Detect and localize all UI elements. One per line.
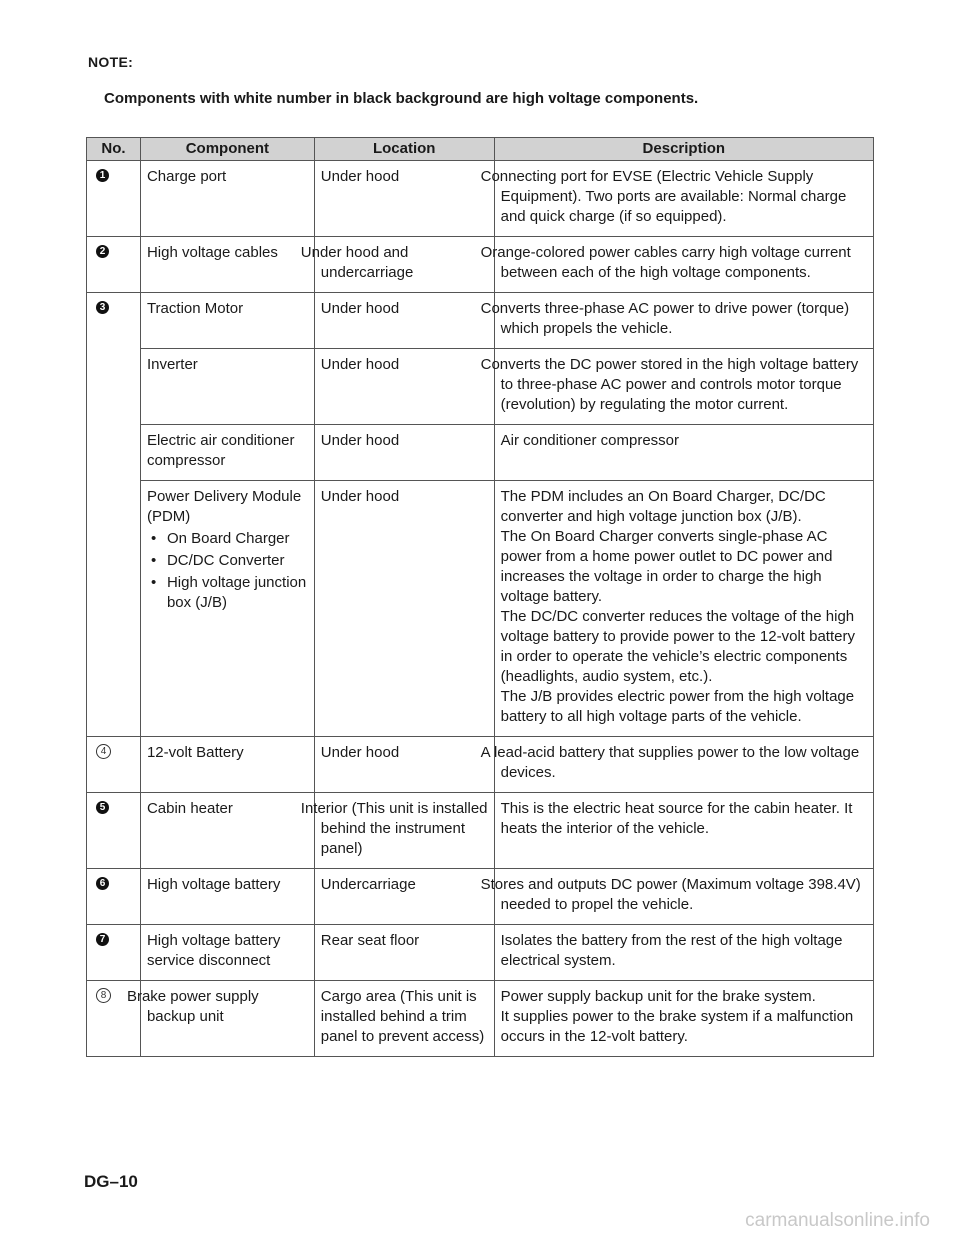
table-row (87, 161, 874, 237)
row-number (87, 237, 141, 293)
description-cell: Stores and outputs DC power (Maximum voltage 398.4V) needed to propel the vehicle. (494, 869, 873, 925)
row-number (87, 925, 141, 981)
table-row (87, 425, 874, 481)
description-cell: Isolates the battery from the rest of the high voltage electrical system. (494, 925, 873, 981)
location-cell: Under hood and undercarriage (314, 237, 494, 293)
component-cell: Cabin heater (140, 793, 314, 869)
table-row (87, 925, 874, 981)
location-cell: Under hood (314, 425, 494, 481)
row-number (87, 869, 141, 925)
component-cell (140, 481, 314, 737)
table-row (87, 981, 874, 1057)
component-cell: Inverter (140, 349, 314, 425)
table-row (87, 869, 874, 925)
row-number (87, 161, 141, 237)
location-cell: Interior (This unit is installed behind the instrument panel) (314, 793, 494, 869)
table-row (87, 793, 874, 869)
header-description: Description (494, 138, 873, 161)
high-voltage-number-badge: 1 (96, 169, 109, 182)
location-cell: Under hood (314, 481, 494, 737)
component-cell: High voltage cables (140, 237, 314, 293)
table-row (87, 737, 874, 793)
component-cell: Electric air conditioner compressor (140, 425, 314, 481)
description-line: The On Board Charger converts single-phase AC power from a home power outlet to DC power and increases the voltage in order to charge the high voltage battery. (500, 528, 833, 605)
page-number: DG–10 (84, 1172, 138, 1191)
description-cell: Converts three-phase AC power to drive power (torque) which propels the vehicle. (494, 293, 873, 349)
description-line: Power supply backup unit for the brake system. (500, 988, 816, 1005)
note-label: NOTE: (88, 54, 134, 70)
location-cell: Cargo area (This unit is installed behind a trim panel to prevent access) (314, 981, 494, 1057)
table-header-row (87, 138, 874, 161)
row-number (87, 293, 141, 349)
row-number (87, 737, 141, 793)
location-cell: Undercarriage (314, 869, 494, 925)
header-component: Component (140, 138, 314, 161)
component-cell: High voltage battery service disconnect (140, 925, 314, 981)
table-row (87, 293, 874, 349)
description-line: The PDM includes an On Board Charger, DC/DC converter and high voltage junction box (J/B). (500, 488, 826, 525)
high-voltage-number-badge: 2 (96, 245, 109, 258)
description-cell: Air conditioner compressor (494, 425, 873, 481)
location-cell: Under hood (314, 293, 494, 349)
description-line: The J/B provides electric power from the high voltage battery to all high voltage parts of the vehicle. (500, 688, 855, 725)
location-cell: Rear seat floor (314, 925, 494, 981)
component-cell: Traction Motor (140, 293, 314, 349)
component-cell: 12-volt Battery (140, 737, 314, 793)
location-cell: Under hood (314, 737, 494, 793)
description-line: It supplies power to the brake system if a malfunction occurs in the 12-volt battery. (500, 1008, 854, 1045)
row-number (87, 425, 141, 481)
component-cell: High voltage battery (140, 869, 314, 925)
description-cell: Converts the DC power stored in the high voltage battery to three-phase AC power and controls motor torque (revolution) by regulating the motor current. (494, 349, 873, 425)
description-cell: Connecting port for EVSE (Electric Vehicle Supply Equipment). Two ports are available: Normal charge and quick charge (if so equipped). (494, 161, 873, 237)
header-no: No. (87, 138, 141, 161)
component-table (86, 137, 874, 1057)
watermark: carmanualsonline.info (745, 1210, 930, 1231)
table-row (87, 481, 874, 737)
high-voltage-number-badge: 5 (96, 801, 109, 814)
description-line: The DC/DC converter reduces the voltage of the high voltage battery to provide power to the 12-volt battery in order to operate the vehicle’s electric components (headlights, audio system, etc.). (500, 608, 855, 685)
description-cell: This is the electric heat source for the cabin heater. It heats the interior of the vehicle. (494, 793, 873, 869)
component-name: Power Delivery Module (PDM) (146, 488, 302, 525)
description-cell (494, 981, 873, 1057)
component-bullet: • High voltage junction box (J/B) (147, 573, 308, 613)
header-location: Location (314, 138, 494, 161)
description-cell (494, 481, 873, 737)
low-voltage-number-badge: 8 (96, 988, 111, 1003)
low-voltage-number-badge: 4 (96, 744, 111, 759)
location-cell: Under hood (314, 161, 494, 237)
component-bullet-list (147, 529, 308, 613)
high-voltage-number-badge: 3 (96, 301, 109, 314)
component-bullet: • On Board Charger (147, 529, 308, 549)
row-number (87, 349, 141, 425)
row-number (87, 793, 141, 869)
row-number (87, 481, 141, 737)
note-text: Components with white number in black background are high voltage components. (104, 90, 699, 107)
table-row (87, 349, 874, 425)
high-voltage-number-badge: 6 (96, 877, 109, 890)
high-voltage-number-badge: 7 (96, 933, 109, 946)
description-cell: A lead-acid battery that supplies power to the low voltage devices. (494, 737, 873, 793)
component-cell: Charge port (140, 161, 314, 237)
description-cell: Orange-colored power cables carry high voltage current between each of the high voltage components. (494, 237, 873, 293)
table-row (87, 237, 874, 293)
component-bullet: • DC/DC Converter (147, 551, 308, 571)
location-cell: Under hood (314, 349, 494, 425)
component-cell: Brake power supply backup unit (140, 981, 314, 1057)
